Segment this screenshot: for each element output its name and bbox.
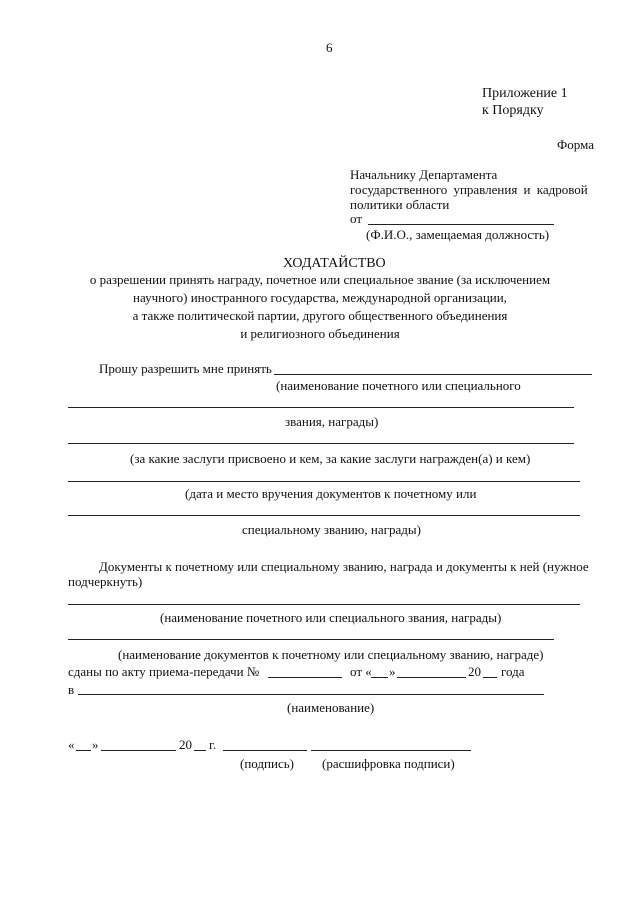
- date-year: 20: [179, 737, 192, 752]
- act-year-line: [483, 677, 497, 678]
- subtitle-line2: научного) иностранного государства, международной организации,: [133, 290, 507, 305]
- subtitle-line1: о разрешении принять награду, почетное или специальное звание (за исключением: [89, 272, 551, 287]
- documents-text-line2: подчеркнуть): [68, 574, 143, 589]
- form-label: Форма: [557, 137, 594, 152]
- act-month-line: [397, 677, 466, 678]
- signature-decoding-line: [311, 750, 471, 751]
- act-quote-close: »: [389, 664, 396, 679]
- act-day-line: [371, 677, 388, 678]
- caption-merits: (за какие заслуги присвоено и кем, за какие заслуги награжден(а) и кем): [130, 451, 531, 466]
- in-label: в: [68, 682, 75, 697]
- addressee-line3: политики области: [350, 197, 450, 212]
- date-open-quote: «: [68, 737, 75, 752]
- in-caption: (наименование): [287, 700, 375, 715]
- request-line: [274, 374, 592, 375]
- page-number: 6: [326, 40, 333, 55]
- fill-line-4: [68, 515, 580, 516]
- caption-delivery-1: (дата и место вручения документов к почетному или: [185, 486, 477, 501]
- act-prefix: сданы по акту приема-передачи №: [68, 664, 260, 679]
- request-label: Прошу разрешить мне принять: [99, 361, 272, 376]
- addressee-line1: Начальнику Департамента: [350, 167, 498, 182]
- fill-line-2: [68, 443, 574, 444]
- addressee-line2: государственного управления и кадровой: [350, 182, 588, 197]
- fill-line-1: [68, 407, 574, 408]
- act-year-suffix: года: [501, 664, 525, 679]
- date-close-quote: »: [92, 737, 99, 752]
- signature-caption: (подпись): [240, 756, 294, 771]
- caption-title-name-2: звания, награды): [285, 414, 379, 429]
- caption-delivery-2: специальному званию, награды): [242, 522, 421, 537]
- documents-text-line1: Документы к почетному или специальному званию, награда и документы к ней (нужное: [99, 559, 589, 574]
- act-number-line: [268, 677, 342, 678]
- fill-line-6: [68, 639, 554, 640]
- from-label: от: [350, 211, 363, 226]
- in-line: [78, 694, 544, 695]
- act-year: 20: [468, 664, 481, 679]
- appendix-line2: к Порядку: [482, 103, 544, 118]
- caption2-title-name: (наименование почетного или специального звания, награды): [160, 610, 502, 625]
- fill-line-3: [68, 481, 580, 482]
- act-from: от «: [350, 664, 372, 679]
- appendix-line1: Приложение 1: [482, 86, 568, 101]
- date-year-suffix: г.: [209, 737, 217, 752]
- subtitle-line4: и религиозного объединения: [240, 326, 400, 341]
- decoding-caption: (расшифровка подписи): [322, 756, 455, 771]
- document-title: ХОДАТАЙСТВО: [283, 256, 386, 271]
- fio-caption: (Ф.И.О., замещаемая должность): [366, 227, 550, 242]
- signature-line: [223, 750, 307, 751]
- date-year-line: [194, 750, 206, 751]
- caption2-docs-name: (наименование документов к почетному или специальному званию, награде): [118, 647, 544, 662]
- fill-line-5: [68, 604, 580, 605]
- subtitle-line3: а также политической партии, другого общественного объединения: [132, 308, 508, 323]
- from-line: [368, 224, 554, 225]
- date-day-line: [76, 750, 91, 751]
- date-month-line: [101, 750, 176, 751]
- caption-title-name-1: (наименование почетного или специального: [276, 378, 521, 393]
